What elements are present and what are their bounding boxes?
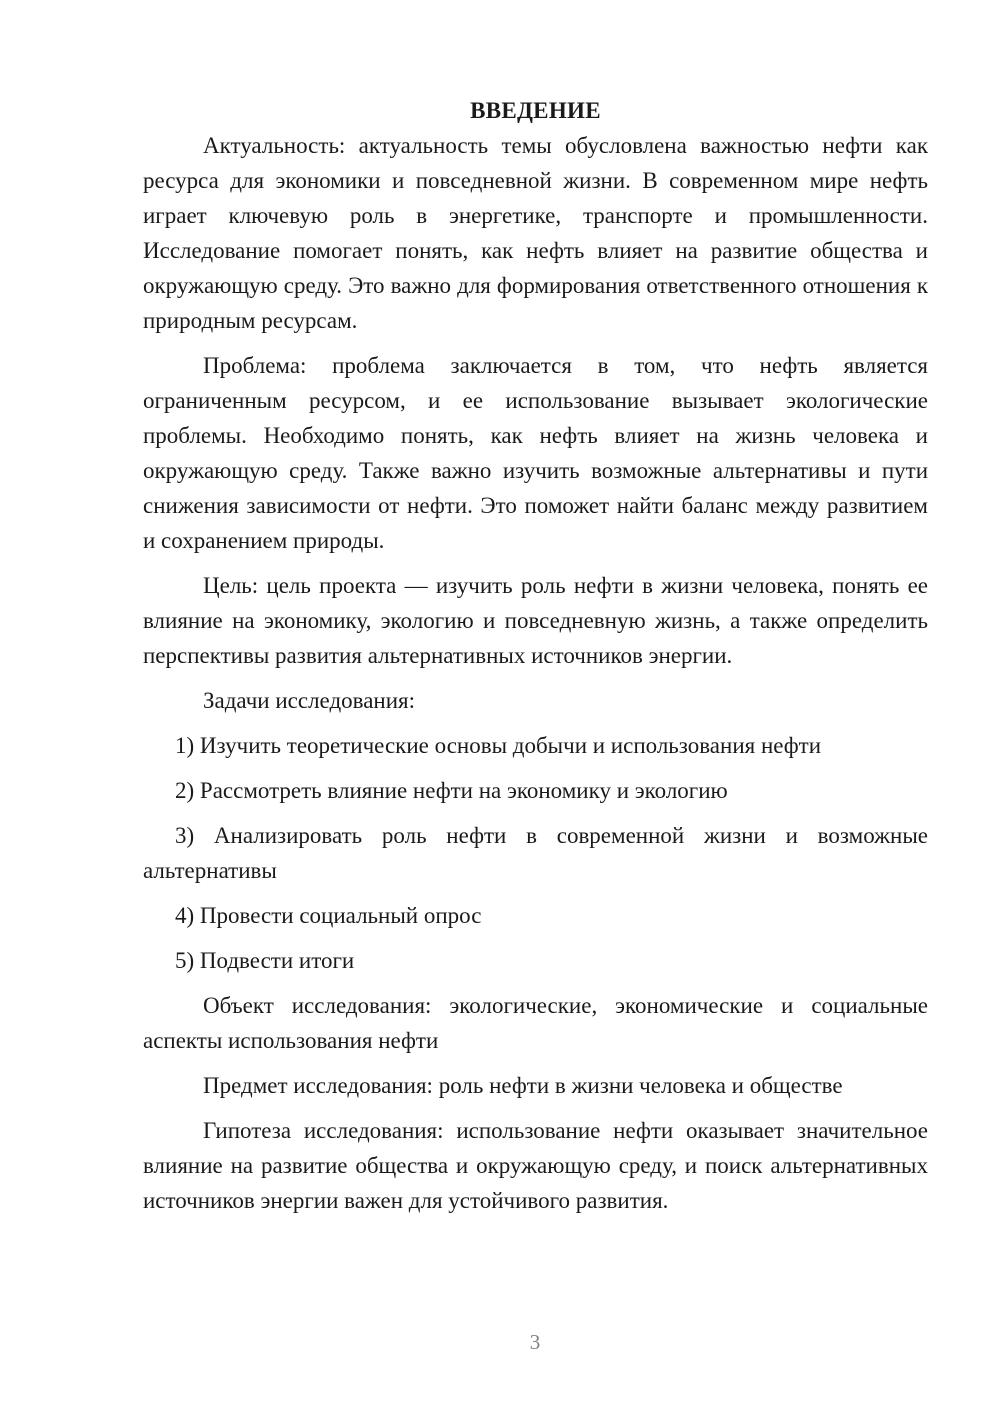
document-page [143, 93, 928, 1228]
task-item-3: 3) Анализировать роль нефти в современной жизни и возможные альтернативы [143, 823, 928, 883]
paragraph-hypothesis: Гипотеза исследования: использование нефти оказывает значительное влияние на развитие общества и окружающую среду, и поиск альтернативных источников энергии важен для устойчивого развития. [143, 1118, 928, 1213]
paragraph-object: Объект исследования: экологические, экономические и социальные аспекты использования нефти [143, 993, 928, 1053]
task-item-5: 5) Подвести итоги [175, 948, 355, 973]
document-title: ВВЕДЕНИЕ [470, 98, 601, 123]
task-item-4: 4) Провести социальный опрос [175, 903, 482, 928]
paragraph-relevance: Актуальность: актуальность темы обусловлена важностью нефти как ресурса для экономики и повседневной жизни. В современном мире нефть играет ключевую роль в энергетике, транспорте и промышленности. Исследование помогает понять, как нефть влияет на развитие общества и окружающую среду. Это важно для формирования ответственного отношения к природным ресурсам. [143, 133, 928, 333]
page-number: 3 [529, 1330, 541, 1354]
tasks-heading: Задачи исследования: [203, 688, 416, 713]
task-item-1: 1) Изучить теоретические основы добычи и использования нефти [175, 733, 822, 758]
paragraph-subject: Предмет исследования: роль нефти в жизни человека и обществе [203, 1073, 843, 1098]
task-item-2: 2) Рассмотреть влияние нефти на экономику и экологию [175, 778, 728, 803]
paragraph-goal: Цель: цель проекта — изучить роль нефти в жизни человека, понять ее влияние на экономику, экологию и повседневную жизнь, а также определить перспективы развития альтернативных источников энергии. [143, 573, 928, 668]
paragraph-problem: Проблема: проблема заключается в том, что нефть является ограниченным ресурсом, и ее использование вызывает экологические проблемы. Необходимо понять, как нефть влияет на жизнь человека и окружающую среду. Также важно изучить возможные альтернативы и пути снижения зависимости от нефти. Это поможет найти баланс между развитием и сохранением природы. [143, 353, 928, 553]
